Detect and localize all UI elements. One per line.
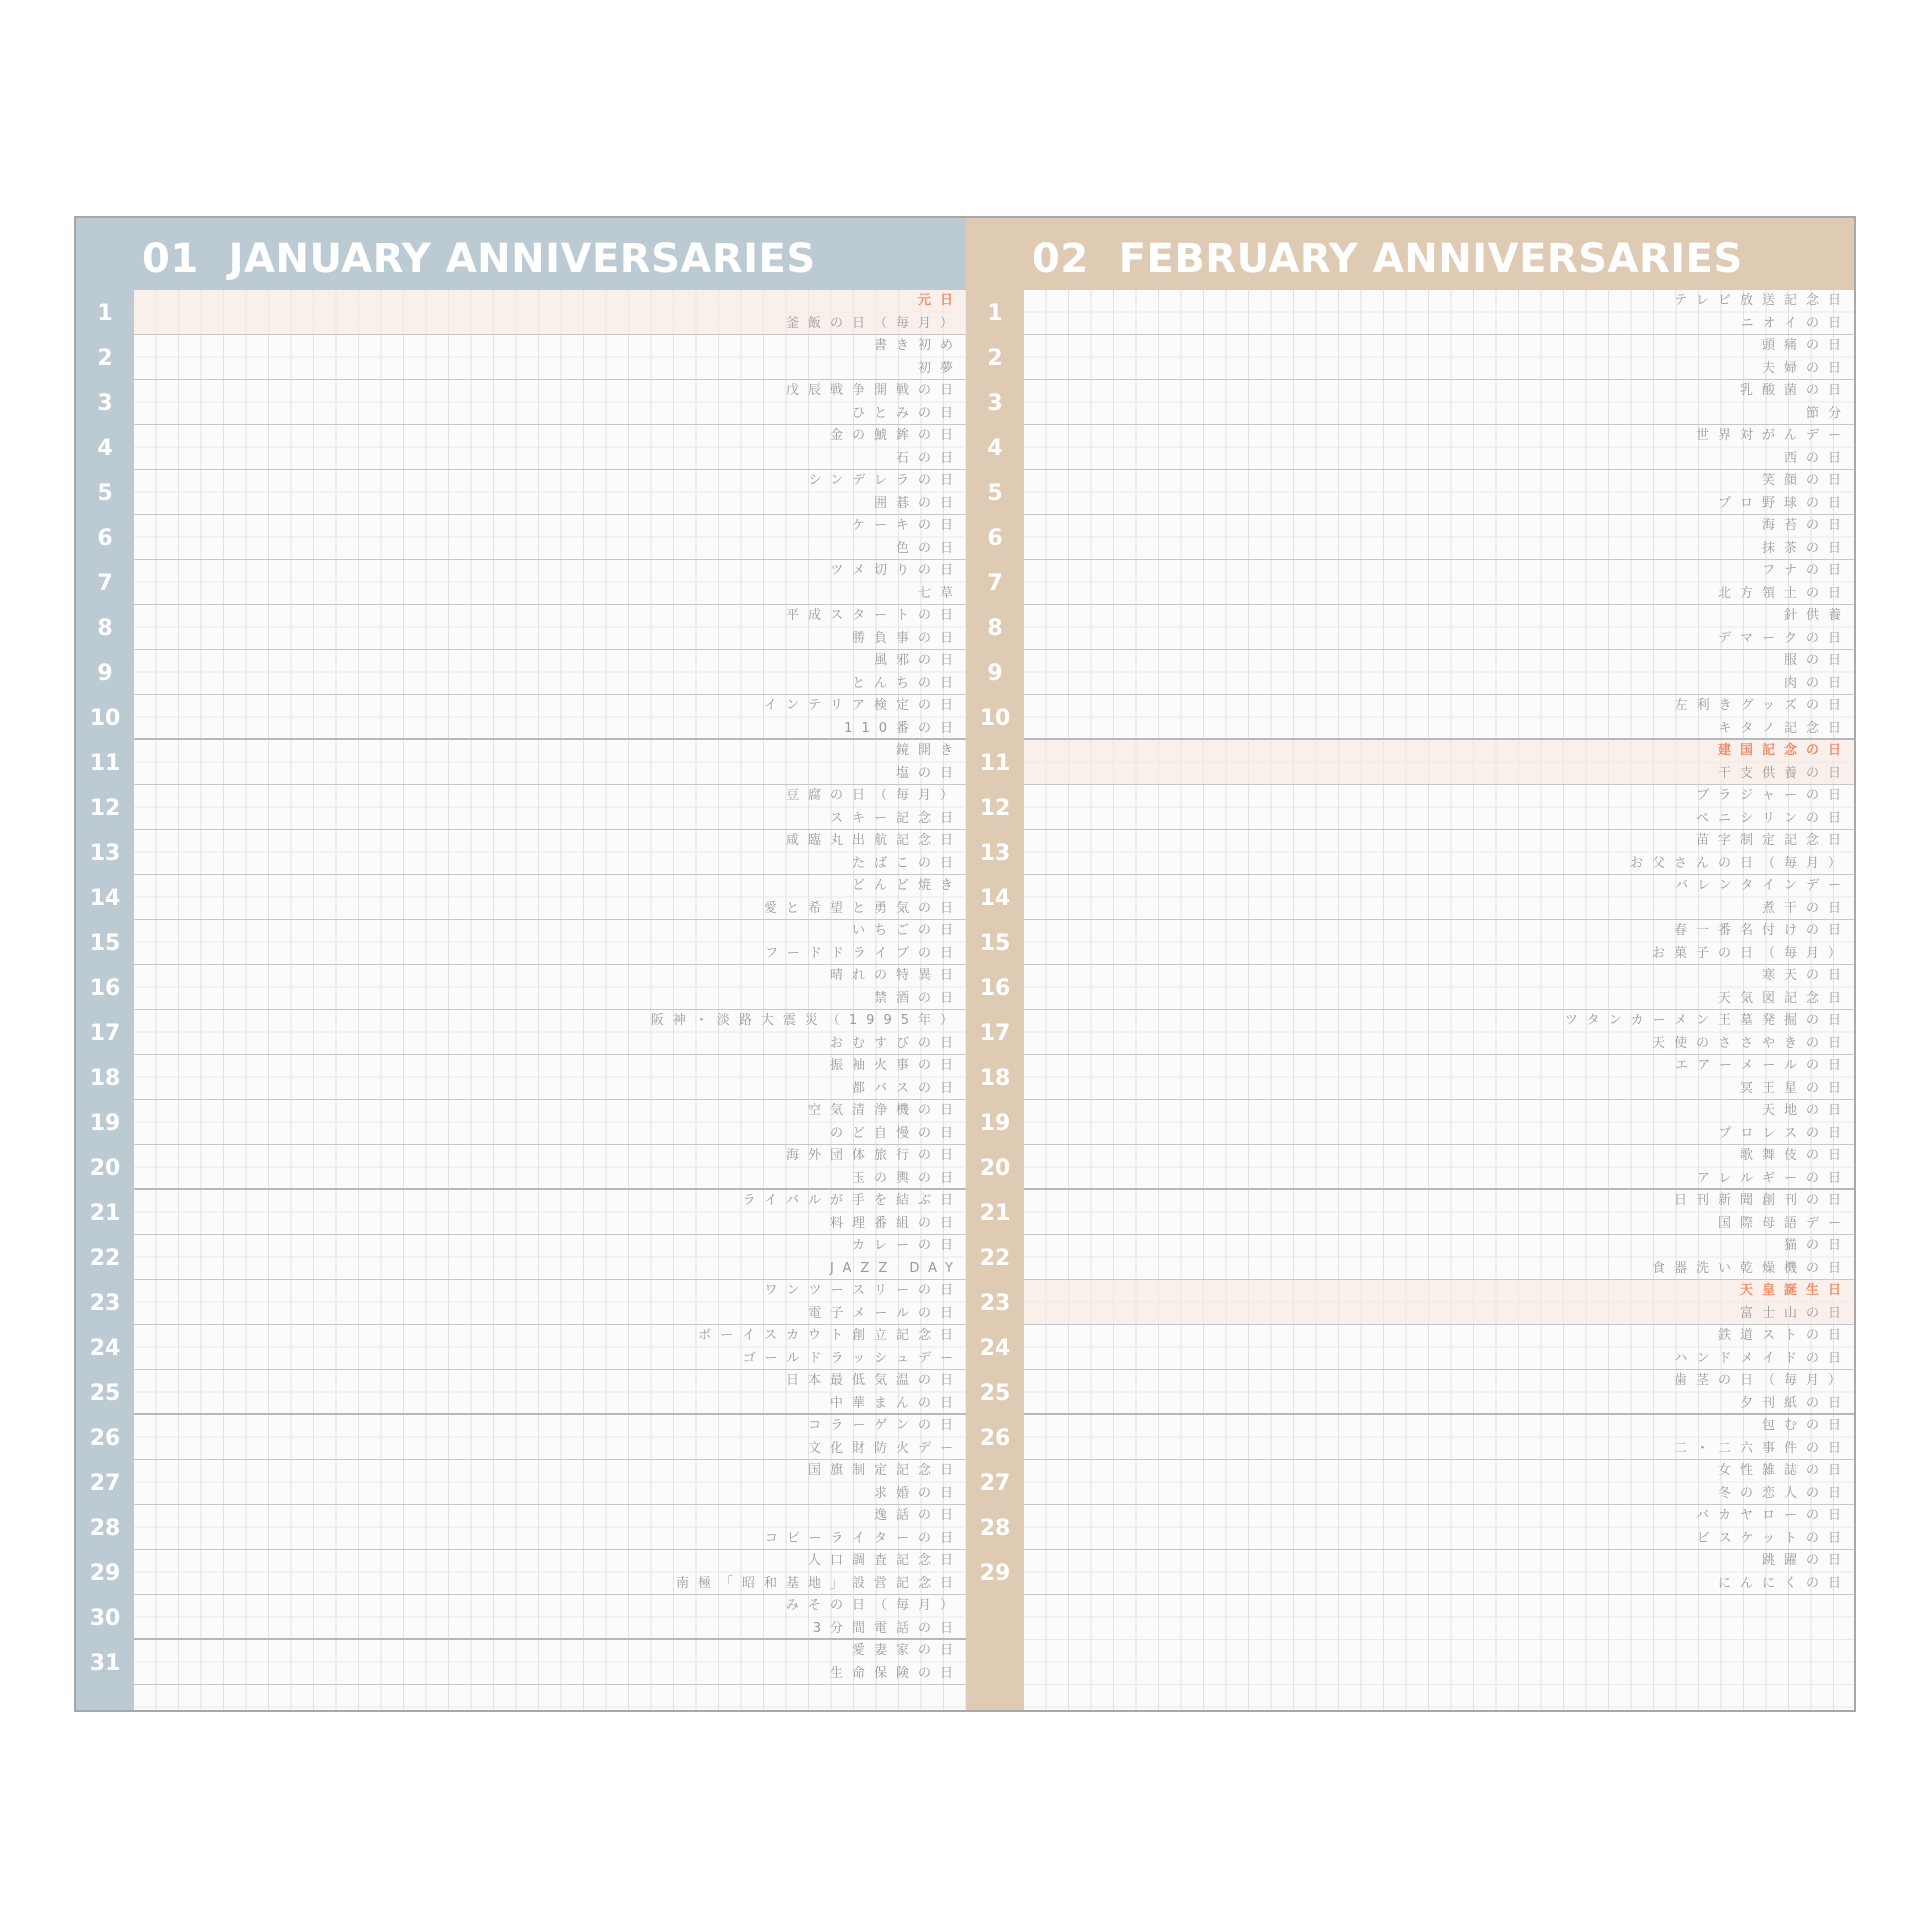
anniversary-entry: 都バスの日 xyxy=(851,1080,962,1096)
anniversary-entry: 北方領土の日 xyxy=(1717,585,1850,601)
anniversary-entry: JAZZ DAY xyxy=(829,1260,962,1276)
day-row xyxy=(1024,335,1854,380)
anniversary-entry: 跳躍の日 xyxy=(1761,1553,1850,1568)
anniversary-entry: 苗字制定記念日 xyxy=(1695,833,1850,848)
day-row xyxy=(1024,380,1854,425)
anniversary-entry: 海苔の日 xyxy=(1761,518,1850,533)
anniversary-entry: 夕刊紙の日 xyxy=(1739,1395,1850,1411)
anniversary-entry: 3分間電話の日 xyxy=(812,1620,962,1636)
anniversary-entry: バカヤローの日 xyxy=(1695,1508,1850,1523)
day-number: 18 xyxy=(979,1066,1011,1091)
anniversary-entry: ブラジャーの日 xyxy=(1696,788,1850,803)
day-number: 11 xyxy=(89,751,121,776)
day-number: 14 xyxy=(979,886,1011,911)
day-number: 6 xyxy=(97,526,113,551)
anniversary-entry: 左利きグッズの日 xyxy=(1674,698,1850,713)
january-page xyxy=(76,218,966,1710)
anniversary-entry: 書き初め xyxy=(873,338,962,353)
day-number: 10 xyxy=(979,706,1011,731)
anniversary-entry: テレビ放送記念日 xyxy=(1674,293,1850,308)
day-number: 19 xyxy=(89,1111,121,1136)
day-number: 13 xyxy=(979,841,1011,866)
anniversary-entry: 逸話の日 xyxy=(873,1508,962,1523)
anniversary-entry: 冥王星の日 xyxy=(1739,1080,1850,1096)
anniversary-entry: 乳酸菌の日 xyxy=(1739,383,1850,398)
anniversary-entry: 寒天の日 xyxy=(1761,968,1850,983)
anniversary-entry: 二・二六事件の日 xyxy=(1673,1440,1850,1456)
anniversary-entry: キタノ記念日 xyxy=(1718,720,1850,736)
anniversary-entry: のど自慢の日 xyxy=(829,1125,962,1141)
anniversary-entry: 鏡開き xyxy=(895,743,962,758)
day-number: 30 xyxy=(89,1606,121,1631)
anniversary-entry: 日本最低気温の日 xyxy=(785,1373,962,1388)
anniversary-entry: 歌舞伎の日 xyxy=(1739,1148,1850,1163)
january-title xyxy=(142,236,816,282)
anniversary-entry: 服の日 xyxy=(1783,653,1850,668)
anniversary-entry: 愛妻家の日 xyxy=(851,1643,962,1658)
day-number: 16 xyxy=(89,976,121,1001)
day-number: 22 xyxy=(89,1246,121,1271)
anniversary-entry: ツタンカーメン王墓発掘の日 xyxy=(1564,1013,1850,1028)
anniversary-entry: 人口調査記念日 xyxy=(807,1553,962,1568)
day-number: 10 xyxy=(89,706,121,731)
anniversary-entry: 金の鯱鉾の日 xyxy=(829,428,962,443)
anniversary-entry: 女性雑誌の日 xyxy=(1717,1463,1850,1478)
anniversary-entry: ワンツースリーの日 xyxy=(764,1283,962,1298)
february-page xyxy=(966,218,1854,1710)
day-row xyxy=(134,650,966,695)
day-number: 6 xyxy=(987,526,1003,551)
anniversary-entry: 生命保険の日 xyxy=(829,1665,962,1681)
anniversary-entry: どんど焼き xyxy=(851,878,962,893)
day-number: 20 xyxy=(89,1156,121,1181)
day-number: 13 xyxy=(89,841,121,866)
day-number: 7 xyxy=(987,571,1003,596)
day-number: 9 xyxy=(97,661,113,686)
anniversary-entry: バレンタインデー xyxy=(1675,878,1850,893)
anniversary-entry: とんちの日 xyxy=(851,675,962,691)
day-number: 3 xyxy=(987,391,1003,416)
anniversary-entry: 包むの日 xyxy=(1761,1418,1850,1433)
day-number: 5 xyxy=(97,481,113,506)
anniversary-entry: 南極「昭和基地」設営記念日 xyxy=(675,1575,962,1591)
anniversary-entry: ハンドメイドの日 xyxy=(1674,1350,1850,1366)
anniversary-entry: 天皇誕生日 xyxy=(1739,1283,1850,1298)
day-number: 22 xyxy=(979,1246,1011,1271)
anniversary-entry: ライバルが手を結ぶ日 xyxy=(742,1193,962,1208)
day-number: 26 xyxy=(979,1426,1011,1451)
anniversary-entry: お父さんの日（毎月） xyxy=(1629,855,1850,871)
anniversary-entry: ケーキの日 xyxy=(851,518,962,533)
anniversary-entry: おむすびの日 xyxy=(829,1035,962,1051)
day-number: 12 xyxy=(979,796,1011,821)
month-title-text: FEBRUARY ANNIVERSARIES xyxy=(1118,236,1743,282)
anniversary-entry: 針供養 xyxy=(1783,608,1850,623)
anniversary-entry: 天気図記念日 xyxy=(1717,990,1850,1006)
day-number: 24 xyxy=(979,1336,1011,1361)
day-number: 2 xyxy=(987,346,1003,371)
day-row xyxy=(134,335,966,380)
anniversary-entry: 料理番組の日 xyxy=(829,1215,962,1231)
day-number: 27 xyxy=(89,1471,121,1496)
anniversary-entry: 色の日 xyxy=(895,540,962,556)
day-number: 23 xyxy=(89,1291,121,1316)
anniversary-entry: デマークの日 xyxy=(1717,630,1850,646)
day-row xyxy=(1024,650,1854,695)
anniversary-entry: 元日 xyxy=(917,293,962,308)
day-number: 21 xyxy=(89,1201,121,1226)
diary-spread xyxy=(74,216,1856,1712)
day-number: 5 xyxy=(987,481,1003,506)
anniversary-entry: 振袖火事の日 xyxy=(829,1058,962,1073)
anniversary-entry: ひとみの日 xyxy=(851,405,962,421)
day-number: 19 xyxy=(979,1111,1011,1136)
day-number: 17 xyxy=(979,1021,1011,1046)
day-row xyxy=(134,515,966,560)
day-number: 27 xyxy=(979,1471,1011,1496)
anniversary-entry: フナの日 xyxy=(1761,563,1850,578)
anniversary-entry: 風邪の日 xyxy=(873,653,962,668)
anniversary-entry: 空気清浄機の日 xyxy=(807,1103,962,1118)
anniversary-entry: 国際母語デー xyxy=(1717,1215,1850,1231)
anniversary-entry: ニオイの日 xyxy=(1740,315,1850,331)
anniversary-entry: いちごの日 xyxy=(851,923,962,938)
anniversary-entry: ペニシリンの日 xyxy=(1695,810,1850,826)
day-number: 3 xyxy=(97,391,113,416)
anniversary-entry: 歯茎の日（毎月） xyxy=(1673,1373,1850,1388)
anniversary-entry: フードドライブの日 xyxy=(765,945,962,961)
anniversary-entry: 煮干の日 xyxy=(1761,900,1850,916)
anniversary-entry: 咸臨丸出航記念日 xyxy=(785,833,962,848)
anniversary-entry: 日刊新聞創刊の日 xyxy=(1673,1193,1850,1208)
anniversary-entry: 110番の日 xyxy=(844,720,962,736)
anniversary-entry: 求婚の日 xyxy=(873,1485,962,1501)
anniversary-entry: 肉の日 xyxy=(1783,675,1850,691)
anniversary-entry: アレルギーの日 xyxy=(1696,1170,1850,1186)
anniversary-entry: 天地の日 xyxy=(1761,1103,1850,1118)
anniversary-entry: エアーメールの日 xyxy=(1675,1058,1850,1073)
day-number: 28 xyxy=(979,1516,1011,1541)
anniversary-entry: 晴れの特異日 xyxy=(829,968,962,983)
day-number: 1 xyxy=(987,301,1003,326)
anniversary-entry: ボーイスカウト創立記念日 xyxy=(698,1328,962,1343)
anniversary-entry: 笑顔の日 xyxy=(1761,473,1850,488)
day-number: 15 xyxy=(89,931,121,956)
anniversary-entry: 初夢 xyxy=(917,360,962,376)
anniversary-entry: プロ野球の日 xyxy=(1717,495,1850,511)
anniversary-entry: スキー記念日 xyxy=(829,810,962,826)
anniversary-entry: 猫の日 xyxy=(1783,1238,1850,1253)
anniversary-entry: 豆腐の日（毎月） xyxy=(785,788,962,803)
anniversary-entry: にんにくの日 xyxy=(1717,1575,1850,1591)
anniversary-entry: プロレスの日 xyxy=(1718,1125,1850,1141)
day-row xyxy=(134,740,966,785)
anniversary-entry: 玉の輿の日 xyxy=(851,1170,962,1186)
day-number: 31 xyxy=(89,1651,121,1676)
anniversary-entry: 冬の恋人の日 xyxy=(1717,1485,1850,1501)
anniversary-entry: 春一番名付けの日 xyxy=(1673,923,1850,938)
day-number: 1 xyxy=(97,301,113,326)
day-number: 25 xyxy=(979,1381,1011,1406)
anniversary-entry: お菓子の日（毎月） xyxy=(1651,945,1850,961)
anniversary-entry: インテリア検定の日 xyxy=(763,698,962,713)
month-number: 01 xyxy=(142,236,199,282)
anniversary-entry: ビスケットの日 xyxy=(1696,1530,1850,1546)
anniversary-entry: 七草 xyxy=(917,585,962,601)
anniversary-entry: 禁酒の日 xyxy=(873,990,962,1006)
anniversary-entry: ツメ切りの日 xyxy=(830,563,962,578)
anniversary-entry: 鉄道ストの日 xyxy=(1717,1328,1850,1343)
day-number: 11 xyxy=(979,751,1011,776)
day-number: 8 xyxy=(987,616,1003,641)
day-number: 21 xyxy=(979,1201,1011,1226)
anniversary-entry: 世界対がんデー xyxy=(1695,428,1850,443)
day-number: 14 xyxy=(89,886,121,911)
anniversary-entry: 釜飯の日（毎月） xyxy=(785,315,962,331)
anniversary-entry: 文化財防火デー xyxy=(807,1440,962,1456)
anniversary-entry: 愛と希望と勇気の日 xyxy=(763,900,962,916)
month-title-text: JANUARY ANNIVERSARIES xyxy=(228,236,816,282)
day-number: 4 xyxy=(97,436,113,461)
anniversary-entry: たばこの日 xyxy=(851,855,962,871)
day-number: 4 xyxy=(987,436,1003,461)
month-number: 02 xyxy=(1032,236,1089,282)
day-number: 20 xyxy=(979,1156,1011,1181)
day-number: 8 xyxy=(97,616,113,641)
anniversary-entry: 西の日 xyxy=(1783,450,1850,466)
anniversary-entry: 海外団体旅行の日 xyxy=(785,1148,962,1163)
anniversary-entry: カレーの日 xyxy=(851,1238,962,1253)
day-number: 16 xyxy=(979,976,1011,1001)
day-number: 29 xyxy=(979,1561,1011,1586)
day-row xyxy=(1024,1280,1854,1325)
anniversary-entry: 食器洗い乾燥機の日 xyxy=(1651,1260,1850,1276)
anniversary-entry: コピーライターの日 xyxy=(764,1530,962,1546)
day-number: 17 xyxy=(89,1021,121,1046)
day-number: 24 xyxy=(89,1336,121,1361)
anniversary-entry: 干支供養の日 xyxy=(1717,765,1850,781)
anniversary-entry: 勝負事の日 xyxy=(851,630,962,646)
anniversary-entry: シンデレラの日 xyxy=(808,473,962,488)
anniversary-entry: 頭痛の日 xyxy=(1761,338,1850,353)
anniversary-entry: 夫婦の日 xyxy=(1761,360,1850,376)
day-number: 7 xyxy=(97,571,113,596)
anniversary-entry: 電子メールの日 xyxy=(808,1305,962,1321)
day-number: 23 xyxy=(979,1291,1011,1316)
day-number: 2 xyxy=(97,346,113,371)
anniversary-entry: 平成スタートの日 xyxy=(785,608,962,623)
february-title xyxy=(1032,236,1743,282)
day-number: 25 xyxy=(89,1381,121,1406)
anniversary-entry: 抹茶の日 xyxy=(1761,540,1850,556)
anniversary-entry: 建国記念の日 xyxy=(1717,743,1850,758)
anniversary-entry: コラーゲンの日 xyxy=(808,1418,962,1433)
anniversary-entry: ゴールドラッシュデー xyxy=(742,1350,962,1366)
anniversary-entry: みその日（毎月） xyxy=(785,1598,962,1613)
day-number: 26 xyxy=(89,1426,121,1451)
anniversary-entry: 国旗制定記念日 xyxy=(807,1463,962,1478)
anniversary-entry: 節分 xyxy=(1805,405,1850,421)
anniversary-entry: 塩の日 xyxy=(895,765,962,781)
anniversary-entry: 戊辰戦争開戦の日 xyxy=(785,383,962,398)
day-number: 18 xyxy=(89,1066,121,1091)
day-number: 12 xyxy=(89,796,121,821)
day-number: 15 xyxy=(979,931,1011,956)
anniversary-entry: 天使のささやきの日 xyxy=(1651,1035,1850,1051)
anniversary-entry: 中華まんの日 xyxy=(829,1395,962,1411)
anniversary-entry: 石の日 xyxy=(895,450,962,466)
day-number: 9 xyxy=(987,661,1003,686)
day-number: 28 xyxy=(89,1516,121,1541)
day-row xyxy=(1024,515,1854,560)
anniversary-entry: 富士山の日 xyxy=(1739,1305,1850,1321)
anniversary-entry: 囲碁の日 xyxy=(873,495,962,511)
day-number: 29 xyxy=(89,1561,121,1586)
anniversary-entry: 阪神・淡路大震災（1995年） xyxy=(650,1013,962,1028)
